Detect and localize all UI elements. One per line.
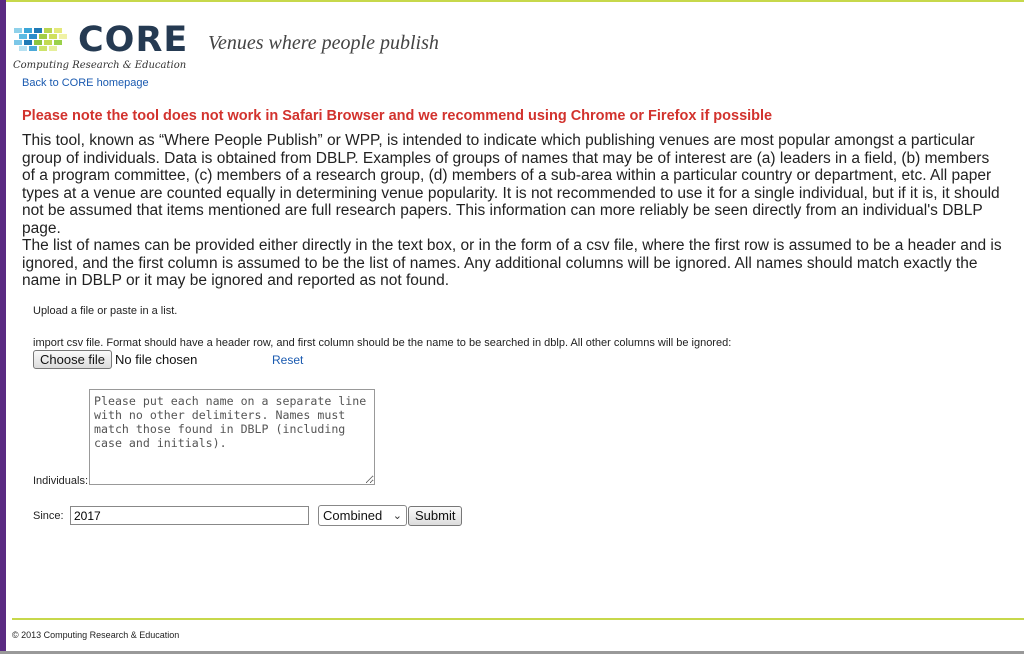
chevron-down-icon: ⌄ bbox=[392, 510, 402, 522]
venue-type-select[interactable] bbox=[318, 505, 407, 526]
description-paragraph-1: This tool, known as “Where People Publish” or WPP, is intended to indicate which publishing venues are most popular amongst a particular group of individuals. Data is obtained from DBLP. Examples of groups of names that may be of interest are (a) leaders in a field, (b) members of a program committee, (c) members of a research group, (d) members of a sub-area within a particular country or department, etc. All paper types at a venue are counted equally in determining venue popularity. It is not recommended to use it for a single individual, but if it is, it should not be assumed that items mentioned are full research papers. This information can more reliably be seen directly from an individual's DBLP page. bbox=[22, 132, 1000, 237]
venue-type-selected: Combined bbox=[323, 508, 383, 523]
since-year-input[interactable] bbox=[70, 506, 309, 525]
page-title: Venues where people publish bbox=[208, 32, 439, 54]
copyright-text: © 2013 Computing Research & Education bbox=[12, 630, 180, 640]
back-to-core-link[interactable]: Back to CORE homepage bbox=[22, 77, 149, 89]
choose-file-button[interactable]: Choose file bbox=[33, 350, 112, 369]
top-divider bbox=[0, 0, 1024, 2]
logo-wordmark: CORE bbox=[78, 20, 189, 60]
csv-import-instructions: import csv file. Format should have a header row, and first column should be the name to be searched in dblp. All other columns will be ignored: bbox=[33, 337, 732, 349]
submit-button[interactable]: Submit bbox=[408, 506, 462, 526]
file-status: No file chosen bbox=[115, 352, 198, 367]
logo-mosaic-icon bbox=[14, 28, 74, 52]
individuals-textarea[interactable] bbox=[89, 389, 375, 485]
upload-instructions: Upload a file or paste in a list. bbox=[33, 305, 178, 317]
reset-link[interactable]: Reset bbox=[272, 353, 304, 367]
description-paragraph-2: The list of names can be provided either directly in the text box, or in the form of a csv file, where the first row is assumed to be a header and is ignored, and the first column is assumed to be the list of names. Any additional columns will be ignored. All names should match exactly the name in DBLP or it may be ignored and reported as not found. bbox=[22, 237, 1002, 289]
since-label: Since: bbox=[33, 510, 64, 522]
safari-warning: Please note the tool does not work in Safari Browser and we recommend using Chrome or Firefox if possible bbox=[22, 108, 773, 124]
left-edge-bar bbox=[0, 0, 6, 654]
footer-divider bbox=[12, 618, 1024, 620]
individuals-label: Individuals: bbox=[33, 475, 89, 487]
tool-description bbox=[22, 132, 1002, 290]
logo-tagline: Computing Research & Education bbox=[13, 60, 187, 71]
